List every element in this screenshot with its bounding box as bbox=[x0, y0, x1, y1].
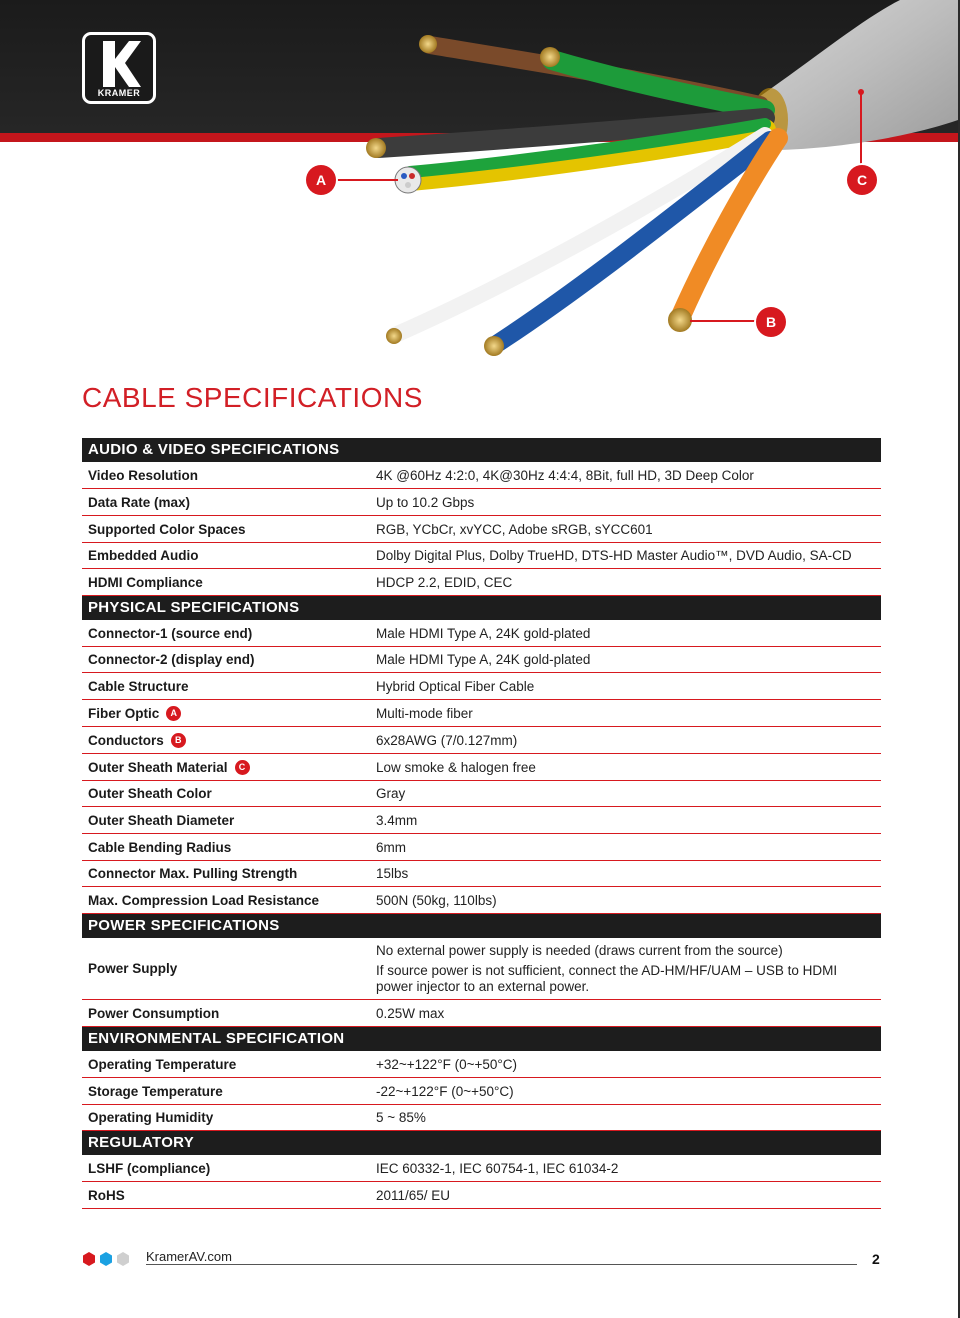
logo-wordmark: KRAMER bbox=[97, 88, 141, 98]
spec-label: Power Supply bbox=[88, 961, 178, 976]
spec-value: Dolby Digital Plus, Dolby TrueHD, DTS-HD Master Audio™, DVD Audio, SA-CD bbox=[376, 548, 852, 563]
table-row bbox=[82, 1155, 881, 1182]
spec-value: 6x28AWG (7/0.127mm) bbox=[376, 732, 518, 748]
spec-value: IEC 60332-1, IEC 60754-1, IEC 61034-2 bbox=[376, 1160, 619, 1176]
callout-c: C bbox=[847, 165, 877, 195]
table-row bbox=[82, 861, 881, 887]
table-row bbox=[82, 834, 881, 861]
spec-label bbox=[82, 706, 376, 721]
table-row bbox=[82, 489, 881, 516]
badge-a: A bbox=[166, 706, 181, 721]
spec-label-text: Outer Sheath Material bbox=[88, 759, 228, 775]
spec-value: 500N (50kg, 110lbs) bbox=[376, 892, 497, 908]
badge-b: B bbox=[171, 733, 186, 748]
spec-value: 2011/65/ EU bbox=[376, 1187, 451, 1203]
page-number: 2 bbox=[872, 1251, 880, 1267]
spec-label: RoHS bbox=[88, 1187, 125, 1203]
spec-value: 3.4mm bbox=[376, 812, 418, 828]
section-header-environmental: ENVIRONMENTAL SPECIFICATION bbox=[82, 1027, 881, 1051]
brand-hexagons-icon bbox=[82, 1252, 134, 1266]
footer-divider bbox=[146, 1264, 857, 1265]
spec-label: Embedded Audio bbox=[88, 548, 199, 563]
page-title: CABLE SPECIFICATIONS bbox=[82, 382, 423, 413]
section-header-power: POWER SPECIFICATIONS bbox=[82, 914, 881, 938]
table-row bbox=[82, 807, 881, 834]
spec-value: Up to 10.2 Gbps bbox=[376, 494, 475, 510]
spec-label: HDMI Compliance bbox=[88, 574, 203, 590]
spec-value: -22~+122°F (0~+50°C) bbox=[376, 1083, 514, 1099]
spec-value-line: No external power supply is needed (draws current from the source) bbox=[376, 942, 783, 958]
spec-label-text: Fiber Optic bbox=[88, 705, 160, 721]
spec-label: Data Rate (max) bbox=[88, 494, 191, 510]
spec-label: Video Resolution bbox=[88, 467, 199, 483]
kramer-logo[interactable] bbox=[82, 32, 156, 104]
spec-label: Supported Color Spaces bbox=[88, 521, 246, 537]
table-row bbox=[82, 887, 881, 914]
section-header-regulatory: REGULATORY bbox=[82, 1131, 881, 1155]
spec-label: Outer Sheath Color bbox=[88, 786, 212, 801]
table-row bbox=[82, 1000, 881, 1027]
table-row bbox=[82, 620, 881, 647]
table-row bbox=[82, 1182, 881, 1209]
cable-illustration bbox=[300, 0, 958, 400]
spec-value: 0.25W max bbox=[376, 1005, 445, 1021]
spec-value bbox=[376, 943, 881, 995]
spec-label: Storage Temperature bbox=[88, 1083, 223, 1099]
spec-label bbox=[82, 760, 376, 775]
spec-label: Connector-1 (source end) bbox=[88, 625, 253, 641]
spec-label bbox=[82, 733, 376, 748]
spec-label: Max. Compression Load Resistance bbox=[88, 892, 320, 908]
table-row bbox=[82, 727, 881, 754]
spec-label: Connector Max. Pulling Strength bbox=[88, 866, 298, 881]
spec-label: Cable Bending Radius bbox=[88, 839, 232, 855]
spec-label: Outer Sheath Diameter bbox=[88, 812, 235, 828]
table-row bbox=[82, 569, 881, 596]
table-row bbox=[82, 516, 881, 543]
table-row bbox=[82, 647, 881, 673]
spec-label: Cable Structure bbox=[88, 678, 189, 694]
table-row bbox=[82, 781, 881, 807]
callout-a: A bbox=[306, 165, 336, 195]
spec-table bbox=[82, 438, 881, 1209]
table-row bbox=[82, 543, 881, 569]
spec-value: Multi-mode fiber bbox=[376, 705, 473, 721]
spec-value: +32~+122°F (0~+50°C) bbox=[376, 1056, 518, 1072]
table-row bbox=[82, 673, 881, 700]
spec-value: Low smoke & halogen free bbox=[376, 759, 536, 775]
kramer-k-icon bbox=[91, 37, 147, 89]
table-row bbox=[82, 938, 881, 1000]
spec-label-text: Conductors bbox=[88, 732, 164, 748]
spec-label: Operating Humidity bbox=[88, 1110, 214, 1125]
table-row bbox=[82, 1105, 881, 1131]
table-row bbox=[82, 1051, 881, 1078]
section-header-physical: PHYSICAL SPECIFICATIONS bbox=[82, 596, 881, 620]
callout-b: B bbox=[756, 307, 786, 337]
spec-value: RGB, YCbCr, xvYCC, Adobe sRGB, sYCC601 bbox=[376, 521, 653, 537]
spec-value: Male HDMI Type A, 24K gold-plated bbox=[376, 652, 591, 667]
spec-value: 15lbs bbox=[376, 866, 409, 881]
table-row bbox=[82, 1078, 881, 1105]
table-row bbox=[82, 462, 881, 489]
spec-value: 4K @60Hz 4:2:0, 4K@30Hz 4:4:4, 8Bit, full HD, 3D Deep Color bbox=[376, 467, 754, 483]
badge-c: C bbox=[235, 760, 250, 775]
table-row bbox=[82, 700, 881, 727]
spec-value: Hybrid Optical Fiber Cable bbox=[376, 678, 535, 694]
spec-value: Male HDMI Type A, 24K gold-plated bbox=[376, 625, 591, 641]
spec-label: LSHF (compliance) bbox=[88, 1160, 211, 1176]
section-header-audio-video: AUDIO & VIDEO SPECIFICATIONS bbox=[82, 438, 881, 462]
spec-value: 5 ~ 85% bbox=[376, 1110, 426, 1125]
table-row bbox=[82, 754, 881, 781]
spec-value: 6mm bbox=[376, 839, 406, 855]
footer-site-link[interactable]: KramerAV.com bbox=[146, 1249, 232, 1264]
spec-value: HDCP 2.2, EDID, CEC bbox=[376, 574, 513, 590]
spec-label: Connector-2 (display end) bbox=[88, 652, 255, 667]
spec-label: Power Consumption bbox=[88, 1005, 220, 1021]
spec-label: Operating Temperature bbox=[88, 1056, 237, 1072]
spec-value-line: If source power is not sufficient, connect the AD-HM/HF/UAM – USB to HDMI power injector to an external power. bbox=[376, 962, 838, 994]
spec-value: Gray bbox=[376, 786, 406, 801]
